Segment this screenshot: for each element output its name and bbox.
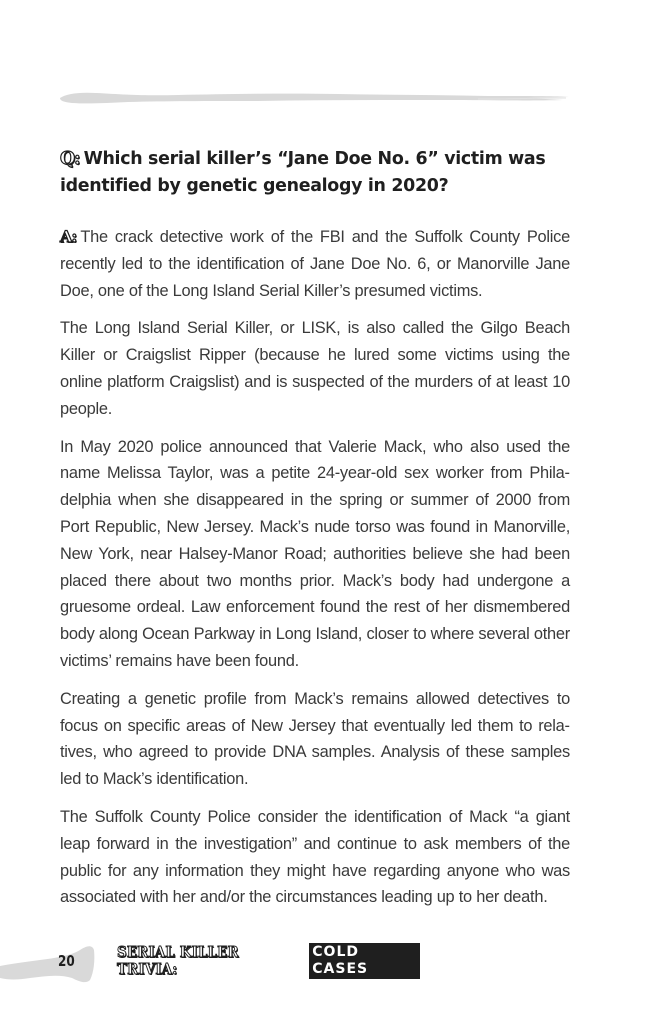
book-subtitle: COLD CASES	[309, 943, 420, 979]
page-footer	[0, 938, 420, 988]
answer-paragraph: In May 2020 police announced that Valerie Mack, who also used the name Melissa Taylor, was a petite 24-year-old sex worker from Philadelphia when she disappeared in the spring or summer of 2000 from Port Republic, New Jersey. Mack’s nude torso was found in Manorville, New York, near Halsey-Manor Road; authorities believe she had been placed there about two months prior. Mack’s body had undergone a gruesome ordeal. Law enforcement found the rest of her dismembered body along Ocean Parkway in Long Island, closer to where several other victims’ remains have been found.	[60, 437, 570, 670]
question	[60, 146, 570, 200]
running-title	[117, 944, 420, 978]
answer-paragraph: Creating a genetic profile from Mack’s remains allowed detectives to focus on specific areas of New Jersey that eventually led them to relatives, who agreed to provide DNA samples. Analysis of these samples led to Mack’s identification.	[60, 689, 570, 789]
footer-brush-stroke	[0, 938, 95, 986]
answer-paragraph: The Suffolk County Police consider the identification of Mack “a giant leap forward in the investigation” and continue to ask members of the public for any information they might have regarding anyone who was associated with her and/or the circumstances leading up to her death.	[60, 807, 570, 907]
page-content	[60, 146, 570, 922]
question-marker: Q:	[60, 149, 80, 169]
answer-paragraph-text: The crack detective work of the FBI and the Suffolk County Police recently led to the identification of Jane Doe No. 6, or Manorville Jane Doe, one of the Long Island Serial Killer’s presumed victims.	[60, 228, 570, 300]
answer-paragraph: The Long Island Serial Killer, or LISK, is also called the Gilgo Beach Killer or Craigslist Ripper (because he lured some victims using the online platform Craigslist) and is suspected of the murders of at least 10 people.	[60, 319, 570, 418]
page-number: 20	[58, 952, 75, 970]
question-text: Which serial killer’s “Jane Doe No. 6” victim was identified by genetic genealogy in 2020?	[60, 149, 546, 196]
book-title: SERIAL KILLER TRIVIA:	[117, 944, 239, 978]
answer-paragraph	[60, 224, 570, 304]
brush-stroke-divider	[58, 88, 570, 110]
answer-marker: A:	[60, 227, 77, 246]
